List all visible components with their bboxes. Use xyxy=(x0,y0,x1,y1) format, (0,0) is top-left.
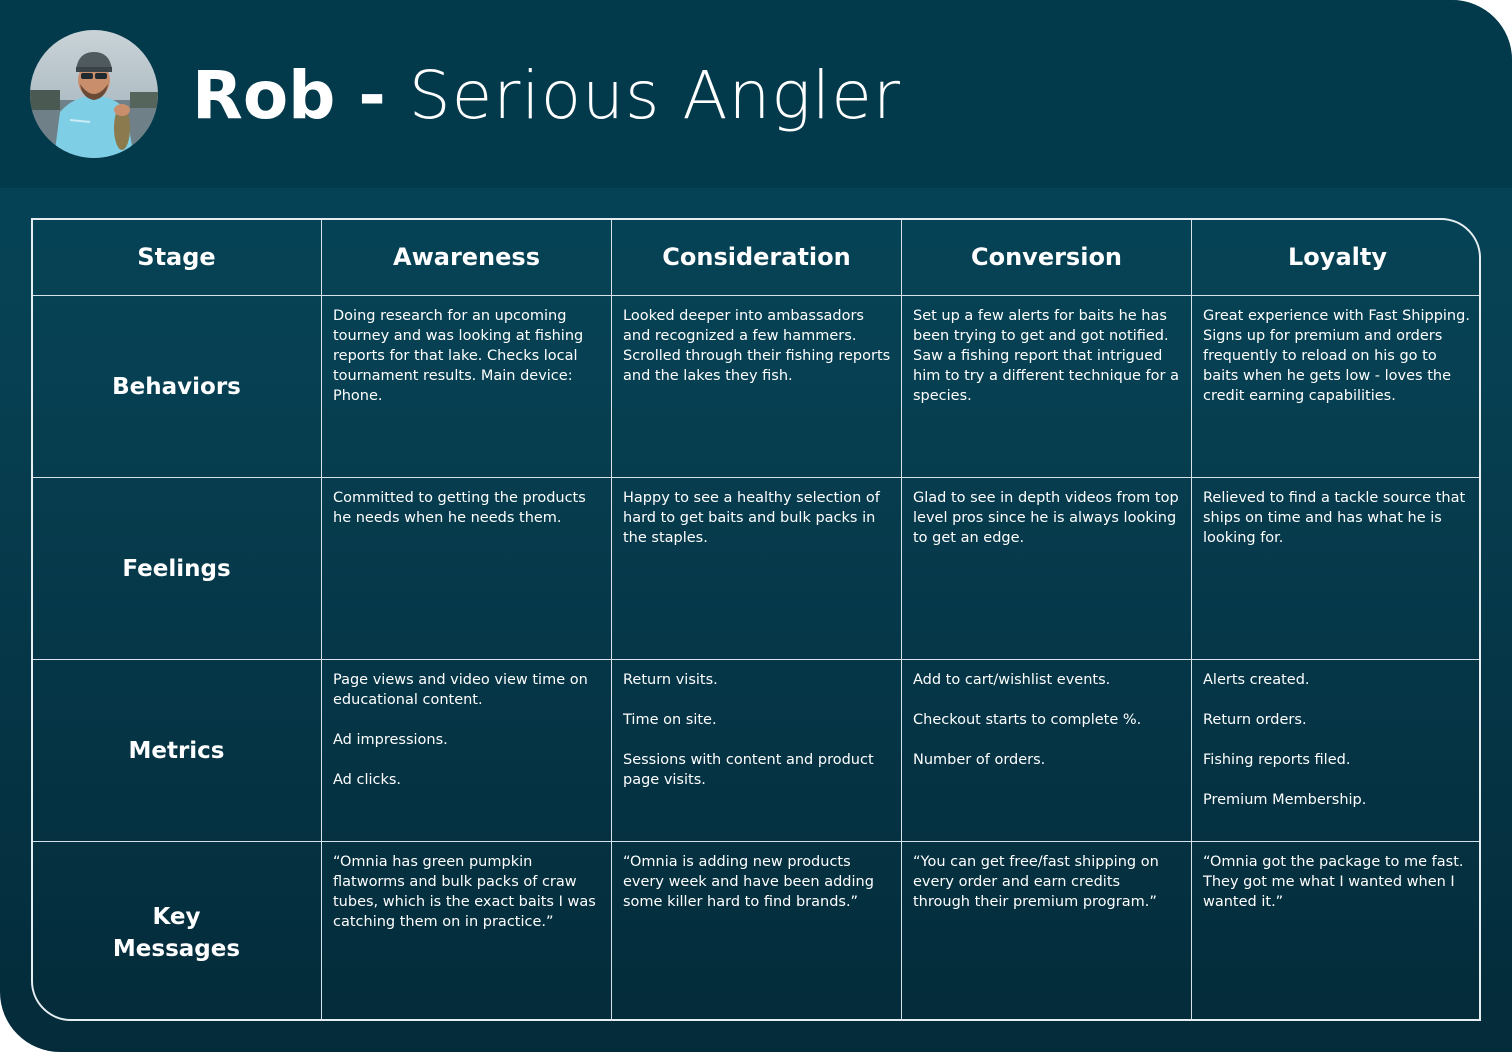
header-band xyxy=(0,0,1512,188)
person-holding-fish-avatar-icon xyxy=(30,30,158,158)
row-label-behaviors: Behaviors xyxy=(32,296,322,478)
title-separator: - xyxy=(335,57,409,134)
row-label-key-messages: Key Messages xyxy=(32,842,322,1022)
cell-metrics-awareness: Page views and video view time on educational content. Ad impressions. Ad clicks. xyxy=(322,660,612,842)
avatar xyxy=(30,30,158,158)
column-header-stage: Stage xyxy=(32,219,322,296)
column-header-awareness: Awareness xyxy=(322,219,612,296)
cell-behaviors-consideration: Looked deeper into ambassadors and recognized a few hammers. Scrolled through their fishing reports and the lakes they fish. xyxy=(612,296,902,478)
cell-key-messages-conversion: “You can get free/fast shipping on every order and earn credits through their premium program.” xyxy=(902,842,1192,1022)
persona-name: Rob xyxy=(192,57,336,134)
column-header-consideration: Consideration xyxy=(612,219,902,296)
table-row-feelings xyxy=(32,478,1482,660)
table-row-key-messages xyxy=(32,842,1482,1022)
cell-feelings-awareness: Committed to getting the products he needs when he needs them. xyxy=(322,478,612,660)
cell-behaviors-loyalty: Great experience with Fast Shipping. Signs up for premium and orders frequently to reload on his go to baits when he gets low - loves the credit earning capabilities. xyxy=(1192,296,1482,478)
cell-metrics-conversion: Add to cart/wishlist events. Checkout starts to complete %. Number of orders. xyxy=(902,660,1192,842)
journey-table xyxy=(31,218,1481,1021)
cell-key-messages-consideration: “Omnia is adding new products every week and have been adding some killer hard to find brands.” xyxy=(612,842,902,1022)
cell-key-messages-loyalty: “Omnia got the package to me fast. They got me what I wanted when I wanted it.” xyxy=(1192,842,1482,1022)
table-row-behaviors xyxy=(32,296,1482,478)
column-header-loyalty: Loyalty xyxy=(1192,219,1482,296)
table-row-metrics xyxy=(32,660,1482,842)
column-header-conversion: Conversion xyxy=(902,219,1192,296)
table-header-row xyxy=(32,219,1482,296)
cell-behaviors-awareness: Doing research for an upcoming tourney and was looking at fishing reports for that lake. Checks local tournament results. Main device: Phone. xyxy=(322,296,612,478)
cell-feelings-loyalty: Relieved to find a tackle source that ships on time and has what he is looking for. xyxy=(1192,478,1482,660)
cell-key-messages-awareness: “Omnia has green pumpkin flatworms and bulk packs of craw tubes, which is the exact baits I was catching them on in practice.” xyxy=(322,842,612,1022)
persona-role: Serious Angler xyxy=(408,57,901,134)
cell-feelings-conversion: Glad to see in depth videos from top level pros since he is always looking to get an edge. xyxy=(902,478,1192,660)
cell-metrics-loyalty: Alerts created. Return orders. Fishing reports filed. Premium Membership. xyxy=(1192,660,1482,842)
cell-behaviors-conversion: Set up a few alerts for baits he has been trying to get and got notified. Saw a fishing report that intrigued him to try a different technique for a species. xyxy=(902,296,1192,478)
row-label-metrics: Metrics xyxy=(32,660,322,842)
cell-feelings-consideration: Happy to see a healthy selection of hard to get baits and bulk packs in the staples. xyxy=(612,478,902,660)
page-title xyxy=(192,56,901,136)
cell-metrics-consideration: Return visits. Time on site. Sessions with content and product page visits. xyxy=(612,660,902,842)
row-label-feelings: Feelings xyxy=(32,478,322,660)
